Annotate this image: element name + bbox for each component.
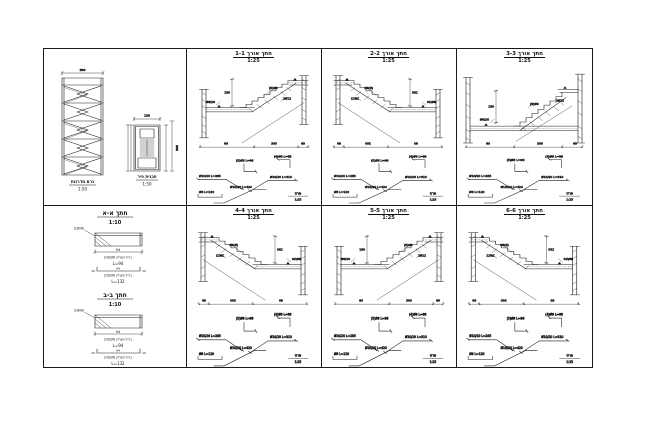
dim-label: 94 (116, 348, 120, 353)
section-title: חתך ב-ב (103, 292, 127, 299)
panel-title-text: חתך אורך 3-3 (506, 51, 543, 57)
stair-section-drawing-descending (321, 64, 456, 148)
panel-title-text: חתך אורך 5-5 (370, 208, 407, 214)
rebar-bending-details (456, 148, 593, 204)
beam-outline (95, 315, 142, 328)
dim-label: 19 (142, 269, 146, 273)
rebar-bending-details (186, 148, 321, 204)
panel-title-text: חתך אורך 6-6 (506, 208, 543, 214)
cell-stair-plan-views (43, 48, 186, 205)
leader-label: (1806) (73, 308, 85, 313)
dim-label: 94 (115, 330, 121, 334)
panel-title (456, 208, 593, 214)
bar-length-label: L=132 (111, 279, 125, 284)
elevation-outline (62, 78, 103, 175)
section-a-block (74, 210, 146, 284)
stair-section-drawing-ascending (186, 64, 321, 148)
dim-label: 300 (175, 145, 179, 151)
plan-right-dimensions (164, 121, 174, 171)
dim-label: 120 (144, 113, 150, 118)
panel-scale: 1:25 (518, 215, 531, 221)
dim-label: 19 (142, 351, 146, 355)
elevation-flight-chevrons (64, 86, 101, 174)
rebar-bending-details (186, 305, 321, 367)
section-scale: 1:10 (108, 220, 122, 226)
stair-section-panel (456, 48, 593, 205)
stair-elevation-linework (61, 68, 104, 175)
rebar-bending-details (321, 305, 456, 367)
panel-title (186, 208, 321, 214)
panel-title (186, 51, 321, 57)
plan-title: תכנית פיר (137, 174, 157, 179)
stair-section-panel (186, 48, 321, 205)
bar-length-label: L=94 (112, 343, 124, 348)
shaft-plan-linework (126, 114, 179, 172)
rebar-note: (10)Ø8 ברזל מצולע (103, 255, 133, 260)
plan-treads (140, 140, 154, 156)
stair-section-panel (186, 205, 321, 368)
plan-lower-landing (138, 158, 156, 168)
stair-section-drawing-descending (456, 221, 593, 305)
elevation-scale: 1:50 (78, 186, 87, 192)
panel-scale: 1:25 (518, 58, 531, 64)
bar-length-label: L=132 (111, 361, 125, 366)
panel-title (321, 208, 456, 214)
beam-corner-hatch (95, 233, 111, 246)
rebar-note: (10)Ø8 ברזל מצולע (103, 273, 133, 278)
stair-section-drawing-ascending (321, 221, 456, 305)
panel-title (321, 51, 456, 57)
panel-scale: 1:25 (382, 215, 395, 221)
stair-section-panel (321, 48, 456, 205)
dim-label: 300 (79, 68, 86, 72)
dim-label: 19 (91, 351, 95, 355)
panel-title (456, 51, 593, 57)
rebar-bending-details (321, 148, 456, 204)
stair-plan-views-drawing (43, 48, 186, 205)
beam-sections-drawing (43, 205, 186, 368)
dim-label: 94 (116, 266, 120, 271)
plan-left-dimensions (126, 125, 133, 171)
leader-line (85, 231, 95, 237)
leader-line (85, 313, 95, 319)
rebar-bending-details (456, 305, 593, 367)
stair-section-drawing-descending (186, 221, 321, 305)
cell-beam-sections (43, 205, 186, 368)
section-b-block (74, 292, 146, 366)
beam-outline (95, 233, 142, 246)
beam-corner-hatch (95, 315, 111, 328)
panel-title-text: חתך אורך 4-4 (235, 208, 272, 214)
stair-section-panel (321, 205, 456, 368)
leader-label: (1806) (73, 226, 85, 231)
section-scale: 1:10 (108, 302, 122, 308)
stair-section-panel (456, 205, 593, 368)
rebar-note: (10)Ø8 ברזל מצולע (103, 337, 133, 342)
panel-scale: 1:25 (247, 215, 260, 221)
stair-section-drawing-flat-base (456, 64, 593, 148)
bar-length-label: L=94 (112, 261, 124, 266)
plan-upper-landing (140, 129, 154, 138)
panel-scale: 1:25 (382, 58, 395, 64)
panel-title-text: חתך אורך 2-2 (370, 51, 407, 57)
dim-label: 19 (91, 269, 95, 273)
panel-title-text: חתך אורך 1-1 (235, 51, 272, 57)
plan-top-dimension (133, 117, 161, 121)
panel-scale: 1:25 (247, 58, 260, 64)
plan-scale: 1:50 (142, 181, 152, 187)
dim-label: 94 (115, 248, 121, 252)
elevation-title: גרם מדרגות (71, 179, 94, 184)
section-title: חתך א-א (102, 210, 128, 217)
rebar-note: (10)Ø8 ברזל מצולע (103, 355, 133, 360)
